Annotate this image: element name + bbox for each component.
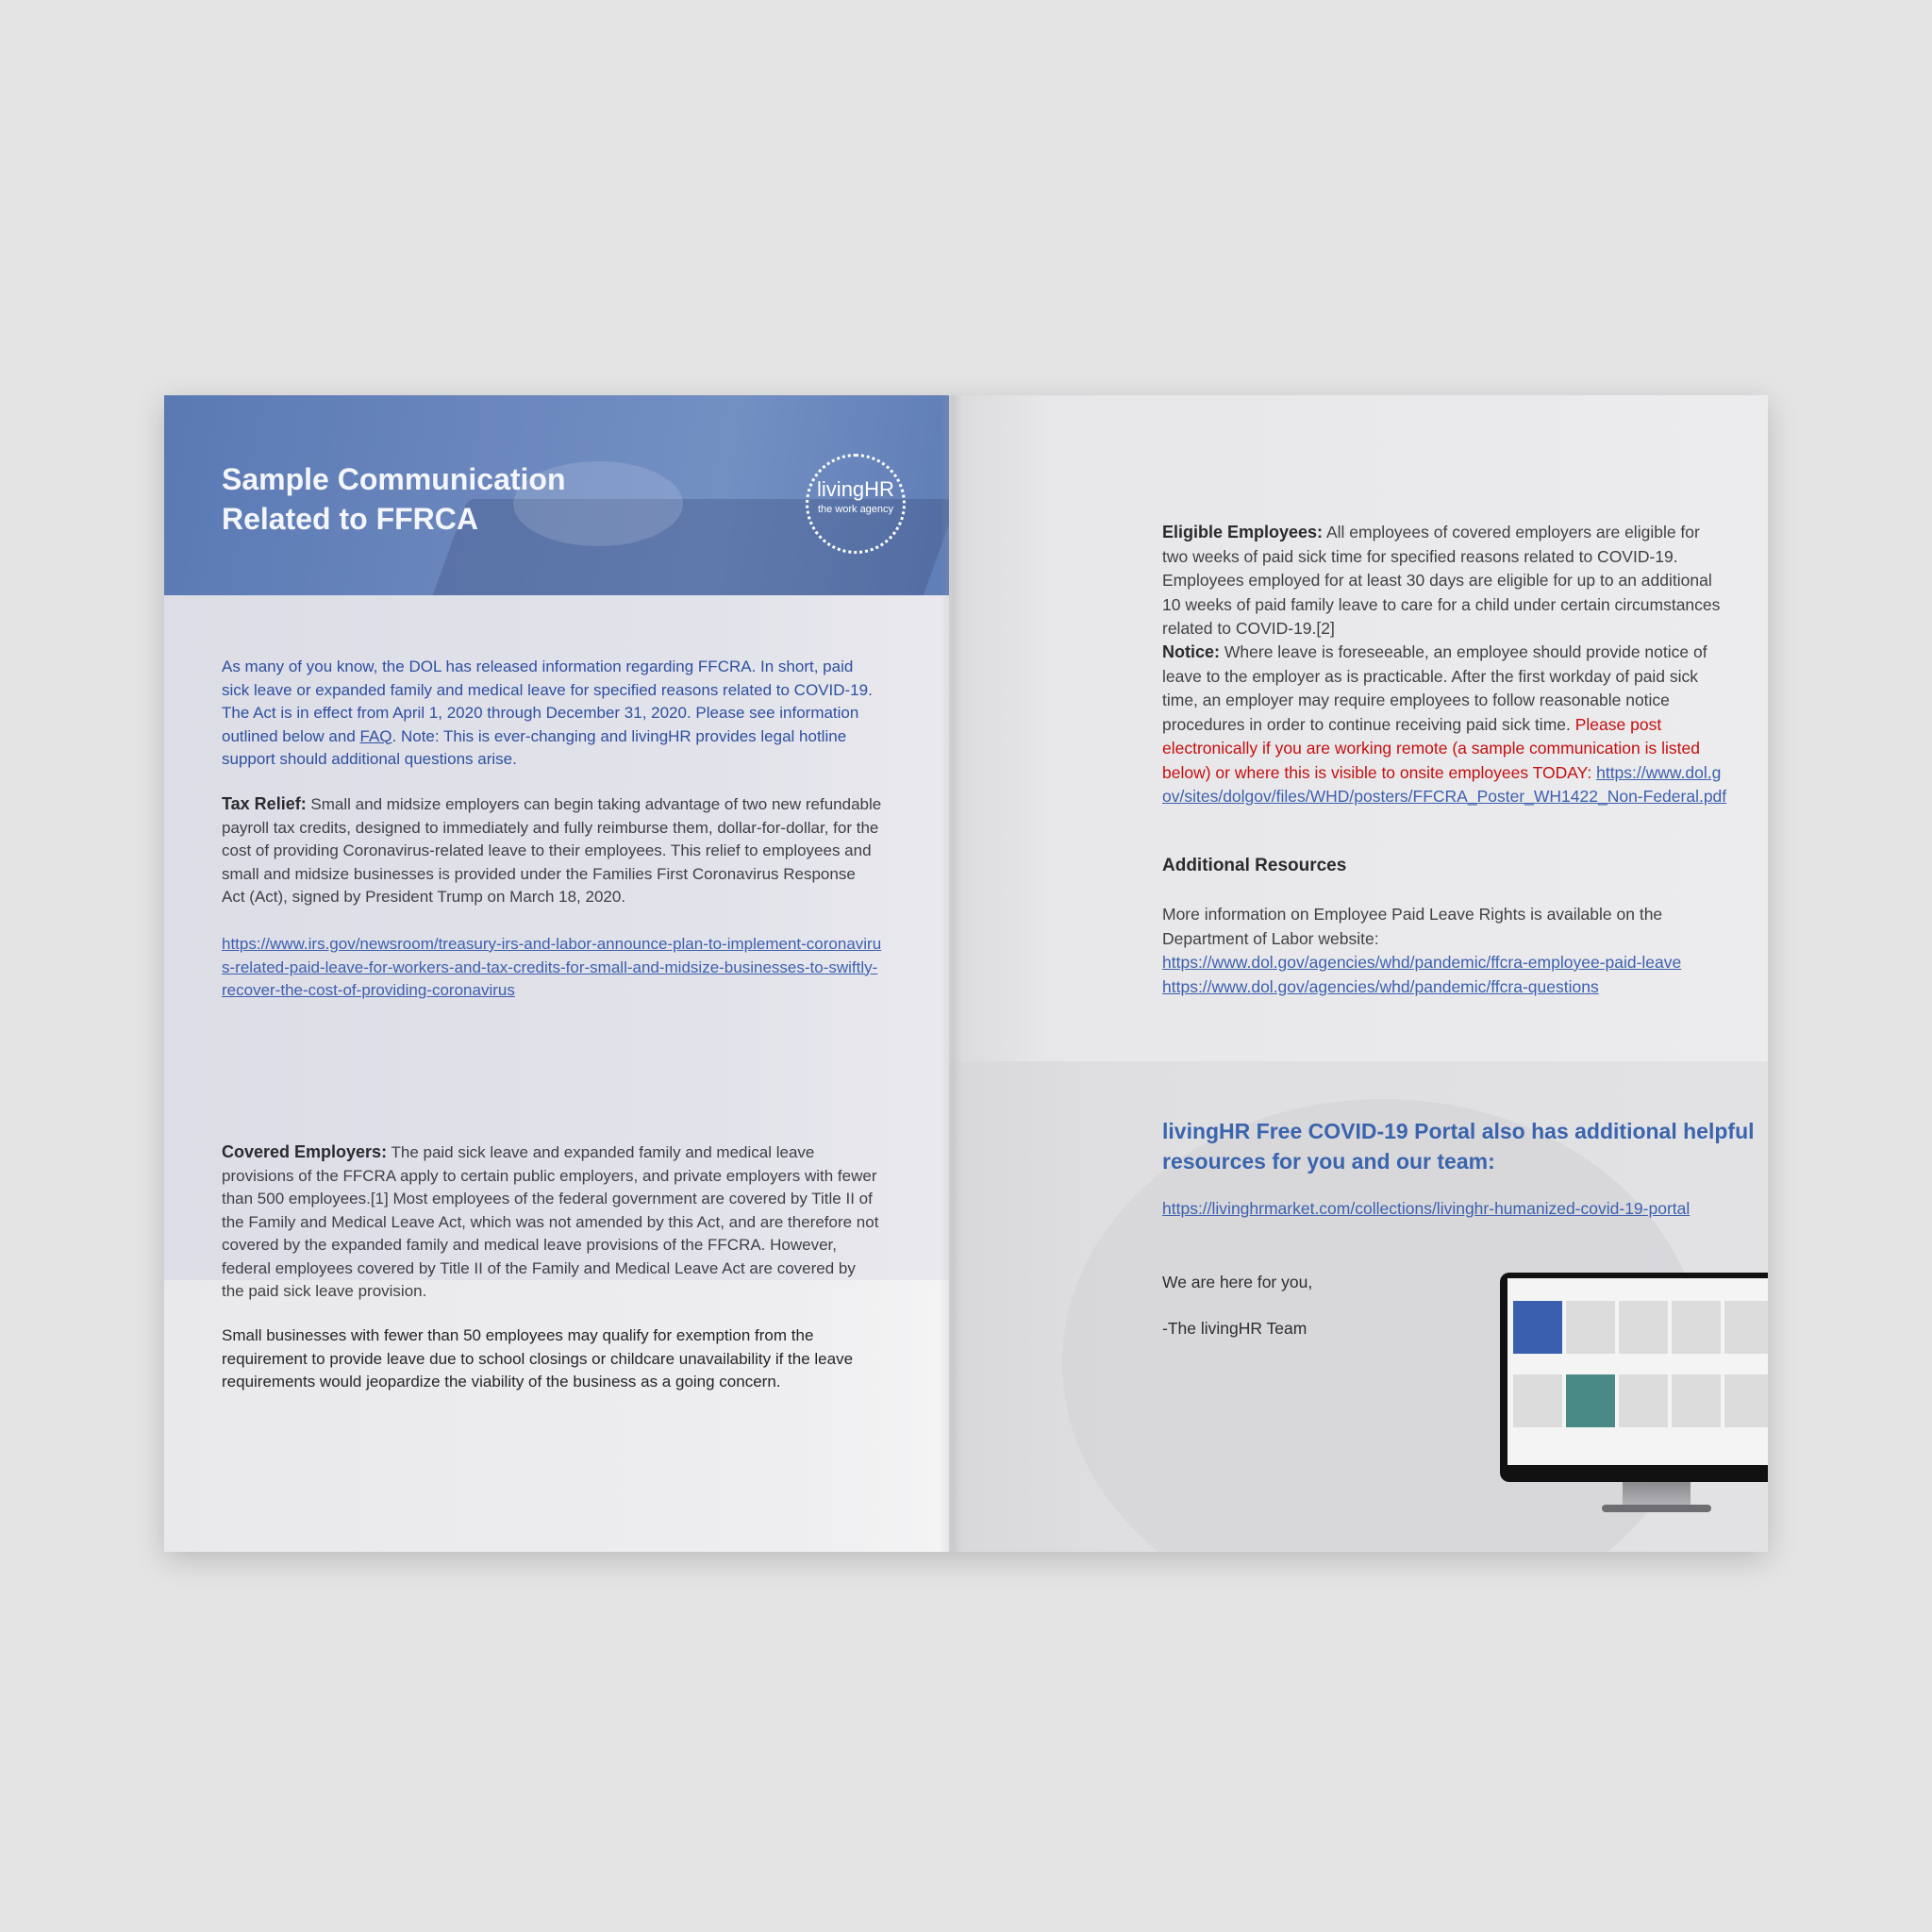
tax-relief-label: Tax Relief: xyxy=(222,794,307,813)
livinghr-logo xyxy=(806,454,906,554)
intro-paragraph xyxy=(222,656,882,772)
notice-label: Notice: xyxy=(1162,642,1221,661)
tax-relief-text: Small and midsize employers can begin taking advantage of two new refundable payroll tax credits, designed to immediately and fully reimburse them, dollar-for-dollar, for the cost of providing Coronavirus-related leave to their employees. This relief to employees and small and midsize businesses is provided under the Families First Coronavirus Response Act (Act), signed by President Trump on March 18, 2020. xyxy=(222,795,882,906)
covered-employers-paragraph xyxy=(222,1141,882,1304)
signoff-line: We are here for you, xyxy=(1162,1273,1313,1291)
portal-thumbnail xyxy=(1619,1374,1668,1427)
banner-title-line1: Sample Communication xyxy=(222,462,566,496)
portal-thumbnail xyxy=(1724,1301,1768,1354)
monitor-stand xyxy=(1623,1482,1690,1507)
additional-resources-heading: Additional Resources xyxy=(1162,856,1347,875)
covered-employers-text: The paid sick leave and expanded family and medical leave provisions of the FFCRA apply to certain public employers, and private employers with fewer than 500 employees.[1] Most employees of the federal government are covered by Title II of the Family and Medical Leave Act, which was not amended by this Act, and are therefore not covered by the expanded family and medical leave provisions of the FFCRA. However, federal employees covered by Title II of the Family and Medical Leave Act are covered by the paid sick leave provision. xyxy=(222,1143,879,1300)
intro-text: As many of you know, the DOL has released information regarding FFCRA. In short, paid sick leave or expanded family and medical leave for specified reasons related to COVID-19. The Act is in effect from April 1, 2020 through December 31, 2020. Please see information outlined below and xyxy=(222,658,873,745)
header-banner xyxy=(164,395,949,595)
portal-link[interactable]: https://livinghrmarket.com/collections/livinghr-humanized-covid-19-portal xyxy=(1162,1199,1690,1218)
portal-screenshot xyxy=(1507,1278,1768,1465)
spine-shadow xyxy=(940,395,962,1552)
intro-note: . Note: This is ever-changing and livingHR provides legal hotline support should additional questions arise. xyxy=(222,726,847,768)
covered-employers-label: Covered Employers: xyxy=(222,1142,388,1161)
portal-link-block xyxy=(1162,1197,1766,1221)
portal-heading: livingHR Free COVID-19 Portal also has additional helpful resources for you and our team: xyxy=(1162,1119,1755,1174)
portal-thumbnail xyxy=(1672,1301,1721,1354)
portal-thumbnail xyxy=(1513,1301,1562,1354)
notice-alert-text: Please post electronically if you are working remote (a sample communication is listed below) or where this is visible to onsite employees TODAY: xyxy=(1162,714,1700,782)
portal-thumbnail xyxy=(1672,1374,1721,1427)
eligible-employees-text: All employees of covered employers are eligible for two weeks of paid sick time for specified reasons related to COVID-19. Employees employed for at least 30 days are eligible for up to an additional 10 weeks of paid family leave to care for a child under certain circumstances related to COVID-19.[2] xyxy=(1162,523,1721,638)
portal-thumbnail xyxy=(1724,1374,1768,1427)
portal-thumbnail xyxy=(1619,1301,1668,1354)
portal-thumbnail xyxy=(1513,1374,1562,1427)
right-page xyxy=(949,395,1768,1552)
monitor-screen xyxy=(1500,1273,1768,1482)
logo-tagline: the work agency xyxy=(817,504,894,515)
eligible-employees-paragraph xyxy=(1162,521,1728,641)
more-info-text: More information on Employee Paid Leave Rights is available on the Department of Labor website: xyxy=(1162,905,1663,948)
portal-thumbnail xyxy=(1566,1301,1615,1354)
left-page xyxy=(164,395,949,1552)
dol-poster-link[interactable]: https://www.dol.gov/sites/dolgov/files/WHD/posters/FFCRA_Poster_WH1422_Non-Federal.pdf xyxy=(1162,762,1727,806)
portal-thumbnail xyxy=(1566,1374,1615,1427)
banner-title-line2: Related to FFRCA xyxy=(222,502,478,536)
more-info-paragraph xyxy=(1162,903,1728,999)
small-business-paragraph: Small businesses with fewer than 50 employees may qualify for exemption from the requirement to provide leave due to school closings or childcare unavailability if the leave requirements would jeopardize the viability of the business as a going concern. xyxy=(222,1326,854,1391)
notice-paragraph xyxy=(1162,641,1728,809)
monitor-base xyxy=(1602,1505,1711,1512)
dol-ffcra-questions-link[interactable]: https://www.dol.gov/agencies/whd/pandemic/ffcra-questions xyxy=(1162,976,1599,996)
tax-relief-paragraph xyxy=(222,792,882,909)
faq-link[interactable]: FAQ xyxy=(359,726,392,745)
irs-link-block xyxy=(222,933,882,1003)
logo-name: livingHR xyxy=(817,477,894,501)
banner-title xyxy=(222,459,712,539)
eligible-employees-label: Eligible Employees: xyxy=(1162,523,1324,541)
brochure-spread xyxy=(164,395,1768,1552)
notice-text: Where leave is foreseeable, an employee should provide notice of leave to the employer as is practicable. After the first workday of paid sick time, an employer may require employees to follow reasonable notice procedures in order to continue receiving paid sick time. xyxy=(1162,642,1707,734)
dol-employee-paid-leave-link[interactable]: https://www.dol.gov/agencies/whd/pandemic/ffcra-employee-paid-leave xyxy=(1162,953,1682,972)
signoff-team: -The livingHR Team xyxy=(1162,1319,1307,1338)
irs-link[interactable]: https://www.irs.gov/newsroom/treasury-irs-and-labor-announce-plan-to-implement-coronavirus-related-paid-leave-for-workers-and-tax-credits-for-small-and-midsize-businesses-to-swiftly-recover-the-cost-of-providing-coronavirus xyxy=(222,935,882,999)
portal-thumbnail-grid xyxy=(1513,1301,1768,1448)
monitor-mockup xyxy=(1500,1273,1768,1518)
